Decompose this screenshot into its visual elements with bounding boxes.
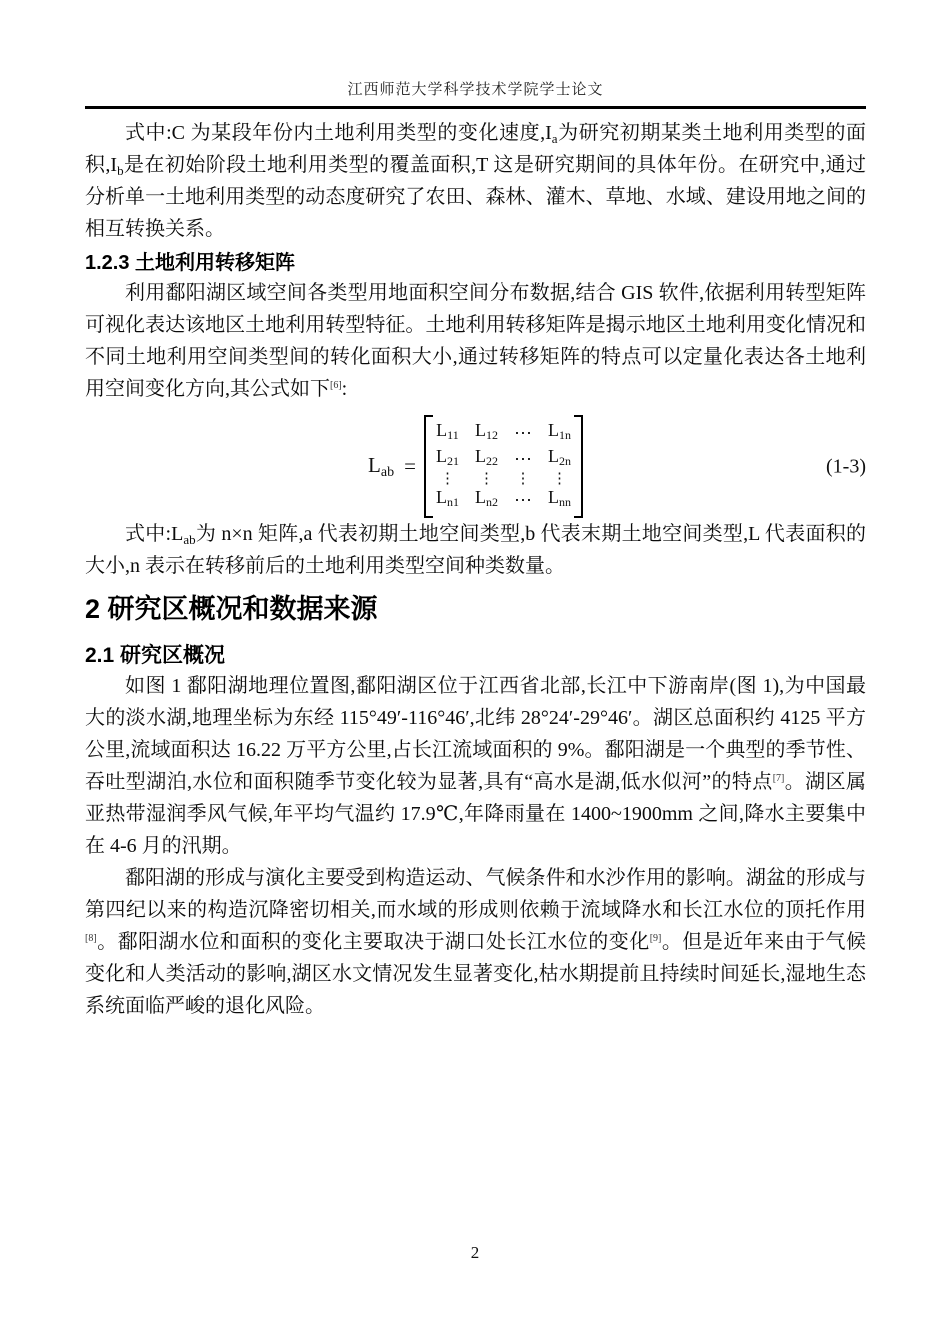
matrix-cell: ⋯	[513, 489, 532, 510]
section-heading-2-1: 2.1 研究区概况	[85, 644, 226, 667]
matrix-cell: $L_{11}$	[436, 420, 459, 442]
paragraph-lake-formation: 鄱阳湖的形成与演化主要受到构造运动、气候条件和水沙作用的影响。湖盆的形成与第四纪以来的构造沉降密切相关,而水域的形成则依赖于流域降水和长江水位的顶托作用[8]。鄱阳湖水位和面积的变化主要取决于湖口处长江水位的变化[9]。但是近年来由于气候变化和人类活动的影响,湖区水文情况发生显著变化,枯水期提前且持续时间延长,湿地生态系统面临严峻的退化风险。	[85, 867, 867, 1017]
matrix-cell: $L_{22}$	[474, 446, 498, 468]
running-header	[85, 0, 866, 99]
matrix-cell: ⋯	[513, 448, 532, 469]
matrix-cell: $L_{n1}$	[435, 487, 459, 509]
equation-block	[85, 415, 866, 518]
matrix-cell: $L_{21}$	[435, 446, 459, 468]
matrix-cell: ⋮	[515, 471, 531, 487]
matrix-cell: ⋮	[478, 471, 494, 487]
equation-lhs: $L_{ab}$	[368, 452, 395, 480]
matrix-cell: $L_{1n}$	[547, 420, 571, 442]
matrix-grid	[424, 415, 583, 518]
matrix-cell: ⋮	[551, 471, 567, 487]
header-rule	[85, 106, 866, 109]
paragraph-transfer-matrix: 利用鄱阳湖区域空间各类型用地面积空间分布数据,结合 GIS 软件,依据利用转型矩阵可视化表达该地区土地利用转型特征。土地利用转移矩阵是揭示地区土地利用变化情况和不同土地利用空间类型间的转化面积大小,通过转移矩阵的特点可以定量化表达各土地利用空间变化方向,其公式如下[6]:	[85, 282, 866, 400]
matrix-cell: ⋯	[513, 422, 532, 443]
matrix-cell: $L_{2n}$	[547, 446, 571, 468]
matrix-cell: $L_{nn}$	[547, 487, 571, 509]
paragraph-matrix-explain: 式中$:L_{ab}$为 n×n 矩阵,a 代表初期土地空间类型,b 代表末期土地空间类型,L 代表面积的大小,n 表示在转移前后的土地利用类型空间种类数量。	[85, 523, 866, 577]
matrix-cell: $L_{n2}$	[474, 487, 498, 509]
matrix-cell: ⋮	[439, 471, 455, 487]
header-title: 江西师范大学科学技术学院学士论文	[347, 82, 604, 98]
paragraph-study-area-overview: 如图 1 鄱阳湖地理位置图,鄱阳湖区位于江西省北部,长江中下游南岸(图 1),为中国最大的淡水湖,地理坐标为东经 115°49′-116°46′,北纬 28°24′-29°46′。湖区总面积约 4125 平方公里,流域面积达 16.22 万平方公里,占长江流域面积的 9%。鄱阳湖是一个典型的季节性、吞吐型湖泊,水位和面积随季节变化较为显著,具有“高水是湖,低水似河”的特点[7]。湖区属亚热带湿润季风气候,年平均气温约 17.9℃,年降雨量在 1400~1900mm 之间,降水主要集中在 4-6 月的汛期。	[85, 675, 866, 857]
section-heading-1-2-3: 1.2.3 土地利用转移矩阵	[85, 252, 296, 274]
equation-number: (1-3)	[826, 455, 866, 477]
matrix-cell: $L_{12}$	[474, 420, 498, 442]
chapter-heading-2: 2 研究区概况和数据来源	[85, 594, 378, 624]
paragraph-dynamic-degree: 式中:C 为某段年份内土地利用类型的变化速度$,I_a$为研究初期某类土地利用类型的面积$,I_b$是在初始阶段土地利用类型的覆盖面积,T 这是研究期间的具体年份。在研究中,通过分析单一土地利用类型的动态度研究了农田、森林、灌木、草地、水域、建设用地之间的相互转换关系。	[85, 122, 867, 240]
page-number: 2	[470, 1243, 480, 1262]
equation-equals: =	[404, 454, 416, 478]
